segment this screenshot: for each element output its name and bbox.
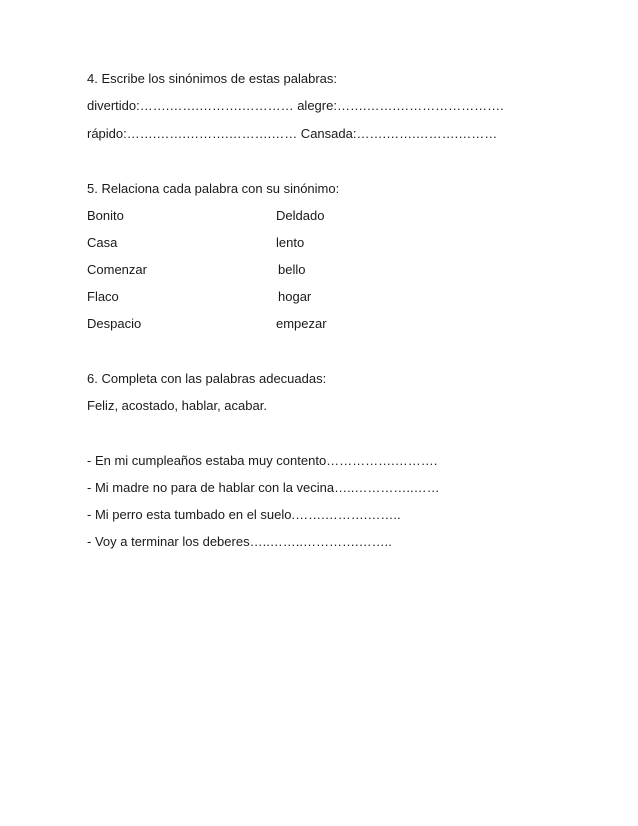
exercise-6-title: 6. Completa con las palabras adecuadas: <box>87 371 327 386</box>
word-right: bello <box>278 262 306 277</box>
word-right: empezar <box>276 316 327 331</box>
word-left: Comenzar <box>87 262 147 277</box>
word-left: Bonito <box>87 208 124 223</box>
sentence: - Mi madre no para de hablar con la vecina…..…………..…… <box>87 480 440 495</box>
exercise-4-title: 4. Escribe los sinónimos de estas palabras: <box>87 71 338 86</box>
sentence: - Mi perro esta tumbado en el suelo.…….……….…….. <box>87 507 401 522</box>
word-right: Deldado <box>276 208 325 223</box>
sentence: - En mi cumpleaños estaba muy contento…………….………. <box>87 453 438 468</box>
word-right: hogar <box>278 289 312 304</box>
exercise-5-title: 5. Relaciona cada palabra con su sinónimo: <box>87 181 340 196</box>
word-left: Flaco <box>87 289 119 304</box>
exercise-4-row-1: divertido:…….…….……….………… alegre:…….…….……………………. <box>87 98 504 113</box>
sentence: - Voy a terminar los deberes…..……..………….…….. <box>87 534 392 549</box>
word-left: Casa <box>87 235 118 250</box>
exercise-4-row-2: rápido:…….…….……….……….…… Cansada:…….…….……….……… <box>87 126 498 141</box>
exercise-6-word-list: Feliz, acostado, hablar, acabar. <box>87 398 267 413</box>
word-right: lento <box>276 235 305 250</box>
word-left: Despacio <box>87 316 142 331</box>
